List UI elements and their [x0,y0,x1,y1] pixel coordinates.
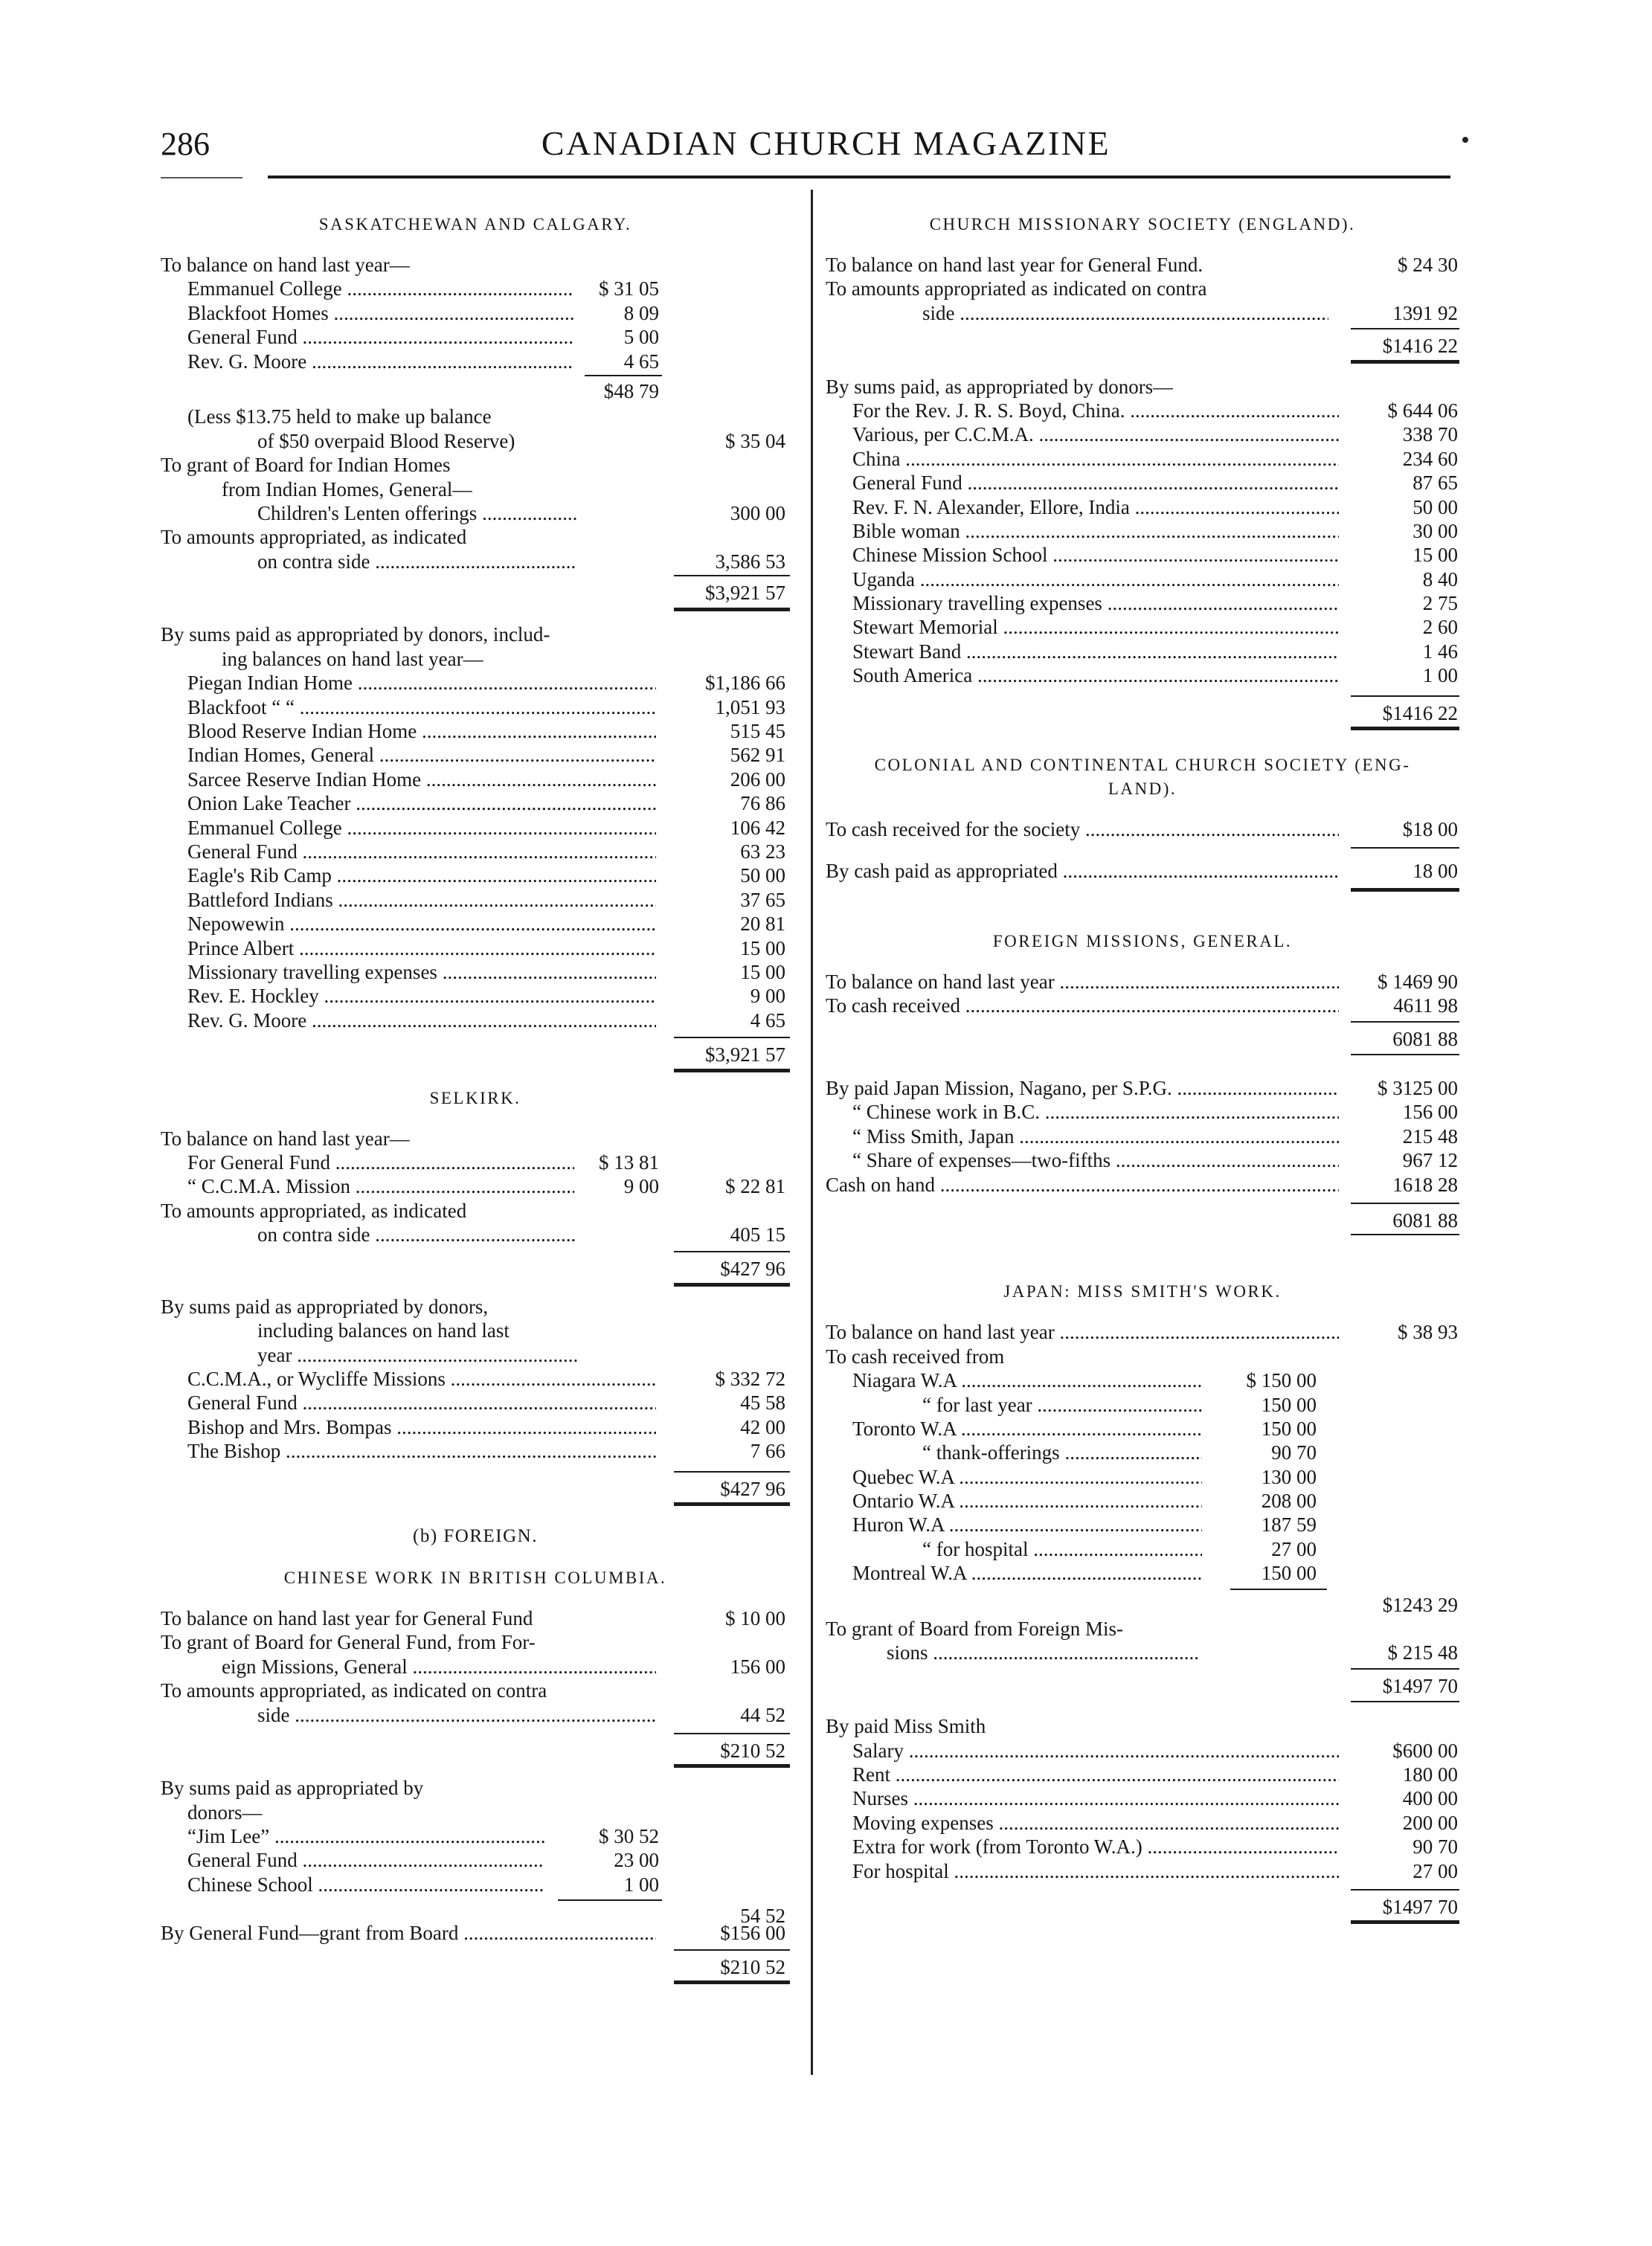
total-rule [674,1980,790,1984]
line-amount: $3,921 57 [705,582,785,605]
line-label: General Fund ..... [826,471,1339,495]
line-label: Eagle's Rib Camp ..... [161,863,656,887]
line-label: By General Fund—grant from Board ..... [161,1921,656,1945]
line-amount: 967 12 [1402,1149,1458,1172]
total-rule [674,608,790,611]
line-label: By sums paid as appropriated by [161,1777,424,1800]
line-label: Nurses ..... [826,1786,1339,1810]
line-label: Rent ..... [826,1763,1339,1786]
line-amount: $ 3125 00 [1378,1076,1458,1099]
line-amount: 27 00 [1412,1859,1458,1882]
line-label: General Fund ..... [161,840,656,863]
line-label: Moving expenses ..... [826,1811,1339,1835]
line-amount: 150 00 [1261,1417,1317,1440]
line-label: Emmanuel College ..... [161,277,574,300]
line-label: Huron W.A ..... [826,1513,1202,1537]
line-amount: 50 00 [740,864,785,887]
line-label: To balance on hand last year for General Fund. [826,254,1203,276]
section-title: SASKATCHEWAN AND CALGARY. [318,215,632,234]
total-rule [674,1069,790,1072]
line-label: including balances on hand last [257,1319,510,1342]
line-label: By cash paid as appropriated ..... [826,859,1339,883]
line-amount: $156 00 [720,1921,785,1944]
line-amount: 18 00 [1412,860,1458,883]
section-title: JAPAN: MISS SMITH'S WORK. [1003,1282,1282,1301]
line-amount: 7 66 [750,1440,785,1463]
total-rule [674,1283,790,1287]
sum-rule [674,1251,790,1252]
line-label: Battleford Indians ..... [161,888,656,912]
line-label: Children's Lenten offerings ..... [161,501,577,525]
line-label: Quebec W.A ..... [826,1465,1202,1489]
line-amount: $427 96 [720,1477,785,1500]
line-label: To amounts appropriated as indicated on contra [826,277,1207,300]
line-amount: 23 00 [614,1849,659,1872]
line-label: By sums paid as appropriated by donors, [161,1295,489,1318]
line-label: To balance on hand last year ..... [826,970,1339,994]
line-amount: $ 35 04 [725,429,785,452]
line-amount: 44 52 [740,1703,785,1726]
line-amount: 4611 98 [1393,994,1458,1017]
line-amount: 4 65 [750,1008,785,1032]
line-amount: 515 45 [730,720,785,743]
line-amount: $ 150 00 [1246,1369,1317,1392]
line-label: General Fund ..... [161,1848,544,1872]
line-label: Stewart Band ..... [826,640,1339,663]
section-chinese-work-bc [161,1566,790,1985]
line-amount: $600 00 [1392,1739,1458,1762]
line-label: Chinese Mission School ..... [826,543,1339,567]
line-label: on contra side ..... [161,1223,577,1246]
line-label: By sums paid as appropriated by donors, includ- [161,623,550,646]
line-label: Blackfoot “ “ ..... [161,695,656,719]
line-label: Various, per C.C.M.A. ..... [826,422,1339,446]
line-label: To amounts appropriated, as indicated on contra [161,1679,547,1702]
line-amount: 300 00 [730,501,785,524]
sum-rule [1351,1203,1459,1204]
line-amount: 45 58 [740,1391,785,1415]
line-label: By sums paid, as appropriated by donors— [826,375,1174,398]
left-column [161,213,790,2003]
line-label: By paid Miss Smith [826,1715,986,1738]
line-amount: $3,921 57 [705,1043,785,1066]
line-label: “ Chinese work in B.C. ..... [826,1100,1339,1124]
line-label: South America ..... [826,663,1339,687]
line-amount: 37 65 [740,888,785,911]
section-title-continued: LAND). [1108,779,1177,799]
sum-rule [1351,328,1459,329]
line-amount: $427 96 [720,1258,785,1281]
line-label: Blackfoot Homes ..... [161,301,574,325]
line-amount: 20 81 [740,913,785,936]
header-rule [268,176,1450,178]
line-amount: 87 65 [1412,472,1458,495]
line-amount: $ 13 81 [599,1151,659,1174]
line-amount: $ 332 72 [715,1368,785,1391]
total-rule [1351,727,1459,730]
line-label: “ thank-offerings ..... [826,1441,1202,1464]
line-label: Uganda ..... [826,567,1339,591]
line-amount: 27 00 [1271,1537,1317,1560]
line-amount: 42 00 [740,1415,785,1438]
line-label: side ..... [161,1703,656,1727]
sum-rule [1351,695,1459,697]
sum-rule [674,1037,790,1038]
line-label: Rev. G. Moore ..... [161,350,574,373]
line-amount: 150 00 [1261,1393,1317,1416]
line-amount: $ 31 05 [599,277,659,300]
sum-rule [674,575,790,576]
section-church-missionary-society [826,213,1459,731]
line-label: Rev. G. Moore ..... [161,1008,656,1032]
line-label: Cash on hand ..... [826,1173,1339,1197]
line-label: For hospital ..... [826,1859,1339,1883]
line-label: side ..... [826,301,1328,325]
total-rule [674,1502,790,1506]
line-amount: $1497 70 [1382,1674,1458,1697]
line-amount: 8 40 [1422,567,1458,591]
line-label: To grant of Board for Indian Homes [161,454,451,477]
line-amount: $ 1469 90 [1378,970,1458,993]
line-label: To balance on hand last year ..... [826,1320,1339,1344]
line-amount: $1,186 66 [705,672,785,695]
page-header [0,0,1652,186]
section-title: FOREIGN MISSIONS, GENERAL. [992,931,1293,950]
line-amount: $48 79 [603,379,659,402]
line-amount: 9 00 [623,1175,659,1198]
line-label: To cash received from [826,1345,1005,1368]
line-label: eign Missions, General ..... [161,1655,656,1679]
line-amount: $1416 22 [1382,335,1458,358]
section-title: COLONIAL AND CONTINENTAL CHURCH SOCIETY (ENG- [874,756,1411,775]
line-label: Emmanuel College ..... [161,816,656,840]
line-amount: 206 00 [730,768,785,791]
right-column [826,213,1459,1943]
line-amount: 15 00 [740,936,785,959]
header-dot [1462,137,1468,143]
total-rule [1351,1920,1459,1924]
line-amount: 3,586 53 [715,550,785,573]
sum-rule [674,1471,790,1473]
section-colonial-continental [826,753,1459,900]
line-amount: 2 75 [1422,592,1458,615]
line-amount: 63 23 [740,840,785,863]
section-title: CHINESE WORK IN BRITISH COLUMBIA. [283,1568,667,1587]
line-label: Rev. F. N. Alexander, Ellore, India ..... [826,495,1339,519]
line-amount: $ 215 48 [1387,1641,1458,1664]
line-label: To grant of Board from Foreign Mis- [826,1618,1124,1641]
line-label: on contra side ..... [161,550,577,573]
line-amount: 76 86 [740,792,785,815]
line-label: For the Rev. J. R. S. Boyd, China. ..... [826,399,1339,422]
sum-rule [1351,1668,1459,1670]
line-amount: 1,051 93 [715,695,785,718]
sum-rule [1351,1054,1459,1055]
line-amount: 1 00 [1422,664,1458,687]
line-label: Blood Reserve Indian Home ..... [161,719,656,743]
line-label: By paid Japan Mission, Nagano, per S.P.G. ..... [826,1076,1339,1100]
line-label: “ for last year ..... [826,1393,1202,1417]
line-amount: $ 38 93 [1398,1321,1458,1344]
line-label: To amounts appropriated, as indicated [161,526,467,549]
line-amount: $ 24 30 [1398,254,1458,276]
line-amount: 150 00 [1261,1562,1317,1585]
line-label: Sarcee Reserve Indian Home ..... [161,768,656,791]
line-amount: 1618 28 [1392,1173,1458,1196]
line-amount: 180 00 [1402,1763,1458,1786]
line-amount: 5 00 [623,326,659,349]
section-foreign-missions-general [826,930,1459,1239]
line-amount: 234 60 [1402,447,1458,470]
line-label: Ontario W.A ..... [826,1489,1202,1513]
line-amount: $1416 22 [1382,701,1458,724]
line-label: Nepowewin ..... [161,912,656,936]
page-number: 286 [161,126,210,162]
line-label: The Bishop ..... [161,1439,656,1463]
sum-rule [1351,847,1459,849]
sum-rule [674,1949,790,1951]
line-label: of $50 overpaid Blood Reserve) [257,429,515,452]
line-amount: 156 00 [1402,1101,1458,1124]
line-amount: $1243 29 [1382,1593,1458,1616]
sum-rule [674,1733,790,1734]
line-amount: $ 10 00 [725,1606,785,1629]
line-amount: $210 52 [720,1956,785,1979]
line-amount: $18 00 [1402,818,1458,841]
line-amount: 1391 92 [1392,301,1458,324]
line-amount: 156 00 [730,1655,785,1678]
line-amount: $ 644 06 [1387,399,1458,422]
line-amount: 400 00 [1402,1787,1458,1810]
sum-rule [558,1899,662,1901]
total-rule [674,1764,790,1768]
line-amount: 50 00 [1412,495,1458,518]
section-selkirk [161,1087,790,1507]
line-amount: 15 00 [1412,544,1458,567]
line-label: donors— [187,1801,263,1824]
sum-rule [1351,1889,1459,1891]
section-title: SELKIRK. [429,1088,521,1107]
line-label: sions ..... [826,1641,1198,1664]
line-amount: 187 59 [1261,1513,1317,1537]
line-label: Bishop and Mrs. Bompas ..... [161,1415,656,1439]
line-label: Onion Lake Teacher ..... [161,791,656,815]
line-label: To cash received for the society ..... [826,817,1339,841]
line-amount: 8 09 [623,301,659,324]
magazine-title: CANADIAN CHURCH MAGAZINE [541,124,1111,162]
line-label: To grant of Board for General Fund, from For- [161,1631,536,1654]
line-label: C.C.M.A., or Wycliffe Missions ..... [161,1367,656,1391]
line-amount: 106 42 [730,816,785,839]
line-label: Montreal W.A ..... [826,1561,1202,1585]
line-label: from Indian Homes, General— [222,477,473,501]
total-rule [1351,360,1459,364]
line-amount: 215 48 [1402,1124,1458,1148]
line-amount: 2 60 [1422,616,1458,639]
line-label: Piegan Indian Home ..... [161,671,656,695]
line-label: Bible woman ..... [826,519,1339,543]
line-amount: 208 00 [1261,1490,1317,1513]
line-label: Prince Albert ..... [161,936,656,960]
line-amount: 54 52 [740,1905,785,1928]
line-label: year ..... [161,1343,577,1367]
line-amount: 1 46 [1422,640,1458,663]
line-amount: 562 91 [730,744,785,767]
sum-rule [1351,1021,1459,1023]
line-label: Missionary travelling expenses ..... [161,960,656,984]
foreign-heading: (b) FOREIGN. [413,1525,538,1546]
line-amount: 90 70 [1412,1835,1458,1859]
line-label: (Less $13.75 held to make up balance [187,405,492,428]
sum-rule [1230,1589,1327,1590]
line-label: General Fund ..... [161,1391,656,1415]
section-saskatchewan-calgary [161,213,790,1073]
line-label: To cash received ..... [826,994,1339,1017]
line-amount: 200 00 [1402,1811,1458,1834]
line-label: Extra for work (from Toronto W.A.) ..... [826,1835,1339,1859]
line-amount: 130 00 [1261,1465,1317,1488]
line-label: Niagara W.A ..... [826,1368,1202,1392]
line-label: Missionary travelling expenses ..... [826,591,1339,615]
section-title: CHURCH MISSIONARY SOCIETY (ENGLAND). [929,215,1356,234]
line-amount: $ 30 52 [599,1825,659,1848]
sum-rule [1351,1701,1459,1702]
line-label: Chinese School ..... [161,1873,544,1896]
sum-rule [1351,1234,1459,1235]
header-stub-rule [161,177,242,178]
line-amount: 6081 88 [1392,1209,1458,1232]
sum-rule [585,375,662,376]
line-label: Toronto W.A ..... [826,1417,1202,1441]
line-label: Stewart Memorial ..... [826,615,1339,639]
line-label: China ..... [826,447,1339,471]
line-label: Rev. E. Hockley ..... [161,984,656,1008]
line-label: To balance on hand last year for General Fund [161,1606,533,1629]
line-amount: 30 00 [1412,519,1458,542]
line-amount: 15 00 [740,960,785,983]
line-label: General Fund ..... [161,325,574,349]
line-label: Indian Homes, General ..... [161,743,656,767]
line-amount: 4 65 [623,350,659,373]
line-label: To balance on hand last year— [161,1127,410,1150]
line-amount: 6081 88 [1392,1027,1458,1050]
line-label: Salary ..... [826,1739,1339,1763]
line-label: For General Fund ..... [161,1151,574,1174]
line-amount: 1 00 [623,1873,659,1896]
line-amount: 405 15 [730,1223,785,1246]
line-amount: 338 70 [1402,423,1458,446]
line-amount: $210 52 [720,1739,785,1762]
line-label: To balance on hand last year— [161,254,410,276]
line-label: “Jim Lee” ..... [161,1824,544,1848]
total-rule [1351,888,1459,892]
line-label: “ Miss Smith, Japan ..... [826,1124,1339,1148]
line-label: “ Share of expenses—two-fifths ..... [826,1148,1339,1172]
section-japan-miss-smith [826,1280,1459,1925]
line-amount: $ 22 81 [725,1175,785,1198]
column-divider [811,190,813,2075]
line-amount: $1497 70 [1382,1895,1458,1918]
line-label: To amounts appropriated, as indicated [161,1199,467,1222]
line-label: ing balances on hand last year— [222,647,483,670]
line-amount: 9 00 [750,985,785,1008]
line-label: “ C.C.M.A. Mission ..... [161,1174,574,1198]
line-label: “ for hospital ..... [826,1537,1202,1561]
line-amount: 90 70 [1271,1441,1317,1464]
